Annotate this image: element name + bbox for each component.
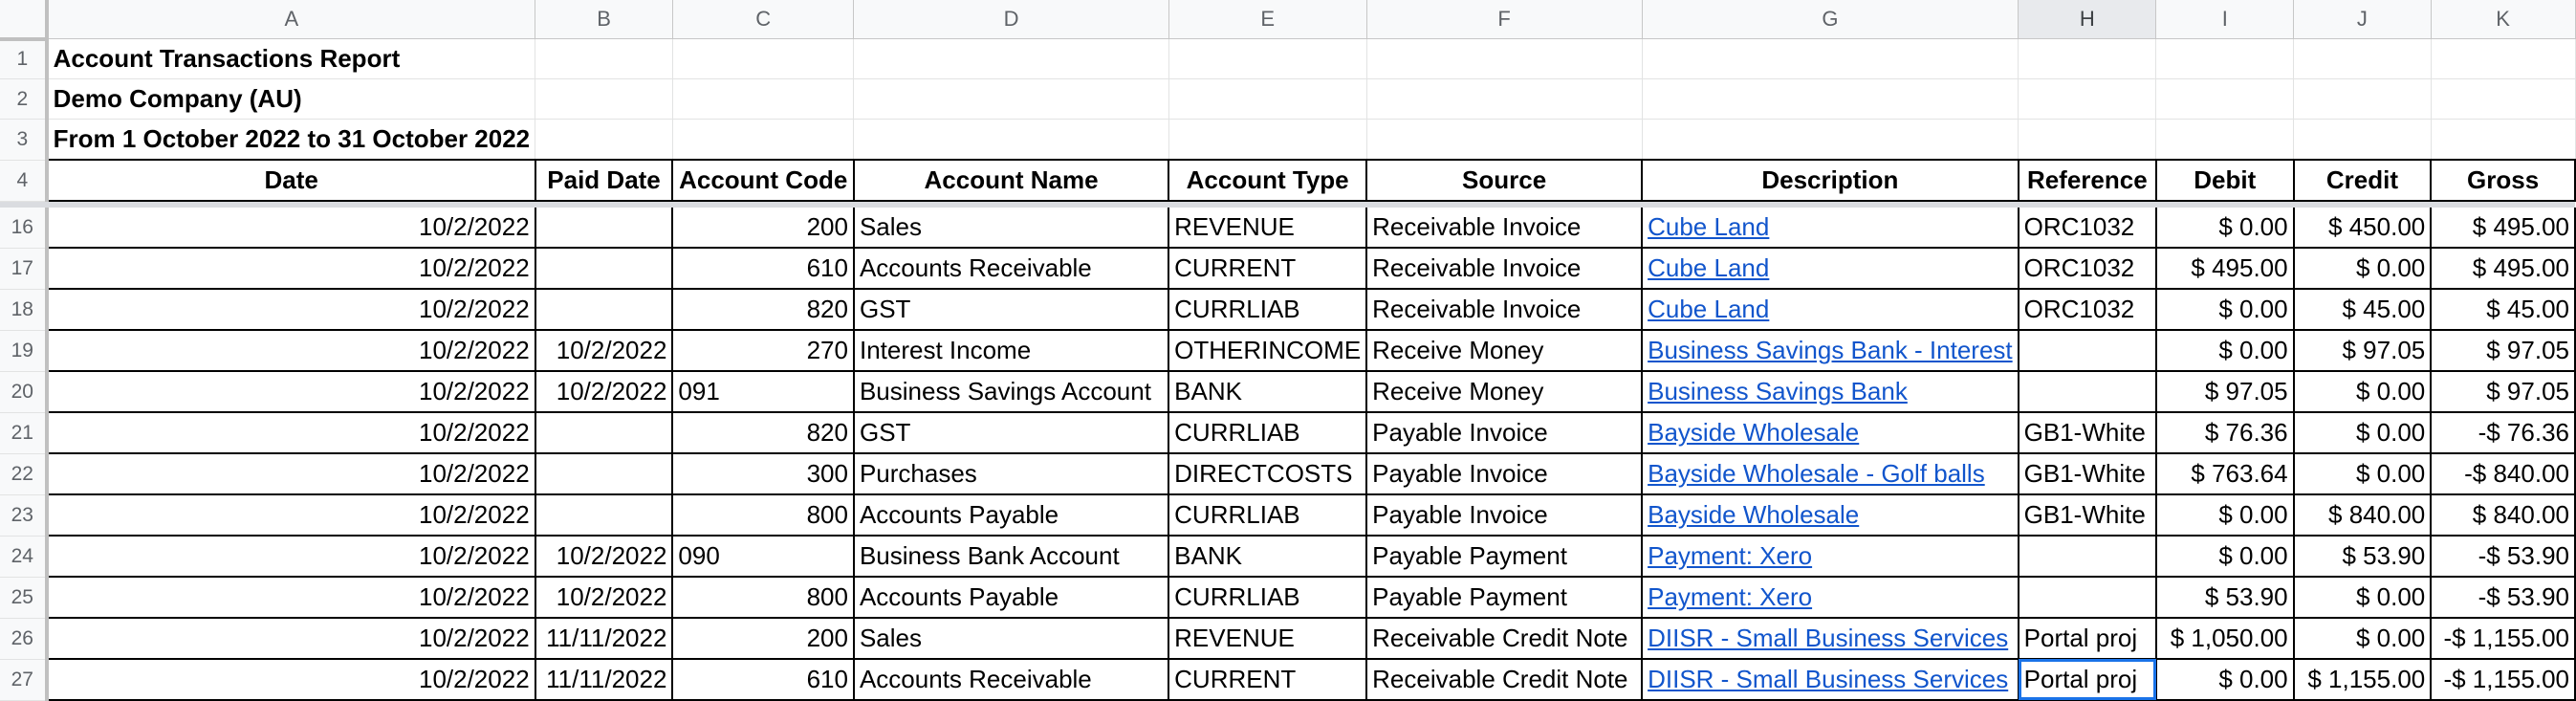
table-row — [0, 618, 2575, 659]
cell-i19[interactable]: $ 0.00 — [2156, 330, 2294, 371]
cell-e21[interactable]: CURRLIAB — [1168, 412, 1366, 453]
cell-e18[interactable]: CURRLIAB — [1168, 289, 1366, 330]
header-cell-d[interactable]: Account Name — [854, 160, 1168, 201]
cell-i2[interactable] — [2156, 79, 2294, 120]
cell-b22[interactable] — [535, 453, 673, 494]
header-cell-b[interactable]: Paid Date — [535, 160, 673, 201]
header-cell-e[interactable]: Account Type — [1168, 160, 1366, 201]
cell-e24[interactable]: BANK — [1168, 536, 1366, 577]
cell-f16[interactable]: Receivable Invoice — [1366, 208, 1642, 248]
cell-d26[interactable]: Sales — [854, 618, 1168, 659]
column-header-e[interactable]: E — [1168, 0, 1366, 39]
cell-c16[interactable]: 200 — [672, 208, 854, 248]
cell-h27[interactable]: Portal proj — [2019, 659, 2156, 700]
cell-c21[interactable]: 820 — [672, 412, 854, 453]
description-link[interactable]: Payment: Xero — [1642, 536, 2019, 577]
cell-i26[interactable]: $ 1,050.00 — [2156, 618, 2294, 659]
cell-f27[interactable]: Receivable Credit Note — [1366, 659, 1642, 700]
cell-h26[interactable]: Portal proj — [2019, 618, 2156, 659]
cell-i16[interactable]: $ 0.00 — [2156, 208, 2294, 248]
cell-k2[interactable] — [2431, 79, 2575, 120]
column-header-j[interactable]: J — [2294, 0, 2432, 39]
cell-a20[interactable]: 10/2/2022 — [47, 371, 535, 412]
cell-a27[interactable]: 10/2/2022 — [47, 659, 535, 700]
cell-a17[interactable]: 10/2/2022 — [47, 248, 535, 289]
column-header-f[interactable]: F — [1366, 0, 1642, 39]
header-cell-c[interactable]: Account Code — [672, 160, 854, 201]
column-header-i[interactable]: I — [2156, 0, 2294, 39]
cell-j22[interactable]: $ 0.00 — [2294, 453, 2432, 494]
cell-k27[interactable]: -$ 1,155.00 — [2431, 659, 2575, 700]
cell-i20[interactable]: $ 97.05 — [2156, 371, 2294, 412]
row-header-16[interactable]: 16 — [0, 208, 47, 248]
freeze-divider[interactable] — [0, 201, 2575, 208]
cell-h22[interactable]: GB1-White — [2019, 453, 2156, 494]
column-header-d[interactable]: D — [854, 0, 1168, 39]
cell-k24[interactable]: -$ 53.90 — [2431, 536, 2575, 577]
cell-e23[interactable]: CURRLIAB — [1168, 494, 1366, 536]
cell-k19[interactable]: $ 97.05 — [2431, 330, 2575, 371]
cell-h25[interactable] — [2019, 577, 2156, 618]
row-header-17[interactable]: 17 — [0, 248, 47, 289]
cell-k20[interactable]: $ 97.05 — [2431, 371, 2575, 412]
cell-j25[interactable]: $ 0.00 — [2294, 577, 2432, 618]
cell-f25[interactable]: Payable Payment — [1366, 577, 1642, 618]
cell-f22[interactable]: Payable Invoice — [1366, 453, 1642, 494]
row-header-19[interactable]: 19 — [0, 330, 47, 371]
row-header-2[interactable]: 2 — [0, 79, 47, 120]
cell-e16[interactable]: REVENUE — [1168, 208, 1366, 248]
row-header-1[interactable]: 1 — [0, 39, 47, 79]
header-cell-k[interactable]: Gross — [2431, 160, 2575, 201]
cell-d20[interactable]: Business Savings Account — [854, 371, 1168, 412]
cell-c25[interactable]: 800 — [672, 577, 854, 618]
column-header-k[interactable]: K — [2431, 0, 2575, 39]
cell-a25[interactable]: 10/2/2022 — [47, 577, 535, 618]
cell-b2[interactable] — [535, 79, 673, 120]
cell-g3[interactable] — [1642, 120, 2019, 161]
cell-j1[interactable] — [2294, 39, 2432, 79]
table-row — [0, 330, 2575, 371]
description-link[interactable]: Business Savings Bank — [1642, 371, 2019, 412]
cell-a24[interactable]: 10/2/2022 — [47, 536, 535, 577]
row-header-4[interactable]: 4 — [0, 160, 47, 201]
cell-h19[interactable] — [2019, 330, 2156, 371]
table-row — [0, 453, 2575, 494]
description-link[interactable]: Cube Land — [1642, 289, 2019, 330]
cell-j20[interactable]: $ 0.00 — [2294, 371, 2432, 412]
cell-d1[interactable] — [854, 39, 1168, 79]
row-header-25[interactable]: 25 — [0, 577, 47, 618]
cell-e2[interactable] — [1168, 79, 1366, 120]
table-row — [0, 371, 2575, 412]
cell-b26[interactable]: 11/11/2022 — [535, 618, 673, 659]
table-row — [0, 248, 2575, 289]
cell-h21[interactable]: GB1-White — [2019, 412, 2156, 453]
table-row — [0, 412, 2575, 453]
cell-j19[interactable]: $ 97.05 — [2294, 330, 2432, 371]
cell-f3[interactable] — [1366, 120, 1642, 161]
cell-e17[interactable]: CURRENT — [1168, 248, 1366, 289]
cell-a22[interactable]: 10/2/2022 — [47, 453, 535, 494]
row-header-23[interactable]: 23 — [0, 494, 47, 536]
cell-a2[interactable]: Demo Company (AU) — [47, 79, 535, 120]
column-header-row — [0, 0, 2575, 39]
cell-i25[interactable]: $ 53.90 — [2156, 577, 2294, 618]
cell-j3[interactable] — [2294, 120, 2432, 161]
header-cell-i[interactable]: Debit — [2156, 160, 2294, 201]
cell-j26[interactable]: $ 0.00 — [2294, 618, 2432, 659]
cell-e25[interactable]: CURRLIAB — [1168, 577, 1366, 618]
cell-c18[interactable]: 820 — [672, 289, 854, 330]
cell-f19[interactable]: Receive Money — [1366, 330, 1642, 371]
column-header-g[interactable]: G — [1642, 0, 2019, 39]
description-link[interactable]: Cube Land — [1642, 248, 2019, 289]
row-header-20[interactable]: 20 — [0, 371, 47, 412]
cell-f17[interactable]: Receivable Invoice — [1366, 248, 1642, 289]
cell-b20[interactable]: 10/2/2022 — [535, 371, 673, 412]
cell-i27[interactable]: $ 0.00 — [2156, 659, 2294, 700]
sheet-row — [0, 39, 2575, 79]
column-header-h[interactable]: H — [2019, 0, 2156, 39]
cell-b17[interactable] — [535, 248, 673, 289]
cell-h3[interactable] — [2019, 120, 2156, 161]
cell-i18[interactable]: $ 0.00 — [2156, 289, 2294, 330]
cell-h16[interactable]: ORC1032 — [2019, 208, 2156, 248]
cell-j16[interactable]: $ 450.00 — [2294, 208, 2432, 248]
table-row — [0, 208, 2575, 248]
cell-k16[interactable]: $ 495.00 — [2431, 208, 2575, 248]
cell-c17[interactable]: 610 — [672, 248, 854, 289]
sheet-row — [0, 120, 2575, 161]
cell-j2[interactable] — [2294, 79, 2432, 120]
row-header-22[interactable]: 22 — [0, 453, 47, 494]
cell-i23[interactable]: $ 0.00 — [2156, 494, 2294, 536]
cell-h1[interactable] — [2019, 39, 2156, 79]
cell-i21[interactable]: $ 76.36 — [2156, 412, 2294, 453]
cell-b21[interactable] — [535, 412, 673, 453]
cell-c23[interactable]: 800 — [672, 494, 854, 536]
table-row — [0, 289, 2575, 330]
cell-k21[interactable]: -$ 76.36 — [2431, 412, 2575, 453]
cell-k1[interactable] — [2431, 39, 2575, 79]
cell-d27[interactable]: Accounts Receivable — [854, 659, 1168, 700]
column-header-b[interactable]: B — [535, 0, 673, 39]
cell-a23[interactable]: 10/2/2022 — [47, 494, 535, 536]
description-link[interactable]: Business Savings Bank - Interest — [1642, 330, 2019, 371]
cell-d21[interactable]: GST — [854, 412, 1168, 453]
cell-d2[interactable] — [854, 79, 1168, 120]
header-cell-g[interactable]: Description — [1642, 160, 2019, 201]
cell-c2[interactable] — [672, 79, 854, 120]
select-all-corner[interactable] — [0, 0, 47, 39]
cell-k22[interactable]: -$ 840.00 — [2431, 453, 2575, 494]
cell-e26[interactable]: REVENUE — [1168, 618, 1366, 659]
description-link[interactable]: Bayside Wholesale — [1642, 494, 2019, 536]
cell-b16[interactable] — [535, 208, 673, 248]
cell-h17[interactable]: ORC1032 — [2019, 248, 2156, 289]
cell-d16[interactable]: Sales — [854, 208, 1168, 248]
cell-c20[interactable]: 091 — [672, 371, 854, 412]
cell-c19[interactable]: 270 — [672, 330, 854, 371]
cell-k17[interactable]: $ 495.00 — [2431, 248, 2575, 289]
cell-e19[interactable]: OTHERINCOME — [1168, 330, 1366, 371]
cell-a3[interactable]: From 1 October 2022 to 31 October 2022 — [47, 120, 535, 161]
table-row — [0, 536, 2575, 577]
cell-j24[interactable]: $ 53.90 — [2294, 536, 2432, 577]
cell-d23[interactable]: Accounts Payable — [854, 494, 1168, 536]
column-header-a[interactable]: A — [47, 0, 535, 39]
header-cell-a[interactable]: Date — [47, 160, 535, 201]
cell-h2[interactable] — [2019, 79, 2156, 120]
row-header-18[interactable]: 18 — [0, 289, 47, 330]
cell-e1[interactable] — [1168, 39, 1366, 79]
cell-k26[interactable]: -$ 1,155.00 — [2431, 618, 2575, 659]
cell-c22[interactable]: 300 — [672, 453, 854, 494]
cell-g1[interactable] — [1642, 39, 2019, 79]
cell-c27[interactable]: 610 — [672, 659, 854, 700]
cell-a1[interactable]: Account Transactions Report — [47, 39, 535, 79]
description-link[interactable]: Payment: Xero — [1642, 577, 2019, 618]
cell-b3[interactable] — [535, 120, 673, 161]
cell-d18[interactable]: GST — [854, 289, 1168, 330]
cell-g2[interactable] — [1642, 79, 2019, 120]
cell-e3[interactable] — [1168, 120, 1366, 161]
cell-d24[interactable]: Business Bank Account — [854, 536, 1168, 577]
cell-j23[interactable]: $ 840.00 — [2294, 494, 2432, 536]
header-cell-j[interactable]: Credit — [2294, 160, 2432, 201]
cell-f26[interactable]: Receivable Credit Note — [1366, 618, 1642, 659]
description-link[interactable]: Bayside Wholesale - Golf balls — [1642, 453, 2019, 494]
description-link[interactable]: Bayside Wholesale — [1642, 412, 2019, 453]
cell-h24[interactable] — [2019, 536, 2156, 577]
cell-e20[interactable]: BANK — [1168, 371, 1366, 412]
cell-b24[interactable]: 10/2/2022 — [535, 536, 673, 577]
cell-a16[interactable]: 10/2/2022 — [47, 208, 535, 248]
cell-h18[interactable]: ORC1032 — [2019, 289, 2156, 330]
cell-j27[interactable]: $ 1,155.00 — [2294, 659, 2432, 700]
cell-e22[interactable]: DIRECTCOSTS — [1168, 453, 1366, 494]
cell-b25[interactable]: 10/2/2022 — [535, 577, 673, 618]
cell-k25[interactable]: -$ 53.90 — [2431, 577, 2575, 618]
cell-k18[interactable]: $ 45.00 — [2431, 289, 2575, 330]
sheet-row — [0, 79, 2575, 120]
cell-b23[interactable] — [535, 494, 673, 536]
cell-f18[interactable]: Receivable Invoice — [1366, 289, 1642, 330]
cell-b18[interactable] — [535, 289, 673, 330]
cell-c3[interactable] — [672, 120, 854, 161]
cell-a21[interactable]: 10/2/2022 — [47, 412, 535, 453]
cell-f1[interactable] — [1366, 39, 1642, 79]
cell-j21[interactable]: $ 0.00 — [2294, 412, 2432, 453]
cell-j17[interactable]: $ 0.00 — [2294, 248, 2432, 289]
row-header-21[interactable]: 21 — [0, 412, 47, 453]
cell-f24[interactable]: Payable Payment — [1366, 536, 1642, 577]
cell-f20[interactable]: Receive Money — [1366, 371, 1642, 412]
cell-h20[interactable] — [2019, 371, 2156, 412]
row-header-26[interactable]: 26 — [0, 618, 47, 659]
row-header-3[interactable]: 3 — [0, 120, 47, 161]
header-cell-h[interactable]: Reference — [2019, 160, 2156, 201]
freeze-divider-bar[interactable] — [0, 201, 2575, 208]
cell-d3[interactable] — [854, 120, 1168, 161]
cell-c26[interactable]: 200 — [672, 618, 854, 659]
cell-c1[interactable] — [672, 39, 854, 79]
description-link[interactable]: DIISR - Small Business Services — [1642, 659, 2019, 700]
header-cell-f[interactable]: Source — [1366, 160, 1642, 201]
cell-d19[interactable]: Interest Income — [854, 330, 1168, 371]
table-row — [0, 577, 2575, 618]
cell-f2[interactable] — [1366, 79, 1642, 120]
cell-k23[interactable]: $ 840.00 — [2431, 494, 2575, 536]
cell-d22[interactable]: Purchases — [854, 453, 1168, 494]
cell-i24[interactable]: $ 0.00 — [2156, 536, 2294, 577]
description-link[interactable]: DIISR - Small Business Services — [1642, 618, 2019, 659]
column-header-c[interactable]: C — [672, 0, 854, 39]
table-row — [0, 494, 2575, 536]
report-header-row — [0, 160, 2575, 201]
cell-i17[interactable]: $ 495.00 — [2156, 248, 2294, 289]
cell-b1[interactable] — [535, 39, 673, 79]
cell-e27[interactable]: CURRENT — [1168, 659, 1366, 700]
cell-c24[interactable]: 090 — [672, 536, 854, 577]
row-header-27[interactable]: 27 — [0, 659, 47, 700]
cell-d25[interactable]: Accounts Payable — [854, 577, 1168, 618]
description-link[interactable]: Cube Land — [1642, 208, 2019, 248]
cell-h23[interactable]: GB1-White — [2019, 494, 2156, 536]
cell-b19[interactable]: 10/2/2022 — [535, 330, 673, 371]
cell-i3[interactable] — [2156, 120, 2294, 161]
cell-i1[interactable] — [2156, 39, 2294, 79]
cell-b27[interactable]: 11/11/2022 — [535, 659, 673, 700]
cell-f23[interactable]: Payable Invoice — [1366, 494, 1642, 536]
row-header-24[interactable]: 24 — [0, 536, 47, 577]
cell-k3[interactable] — [2431, 120, 2575, 161]
cell-j18[interactable]: $ 45.00 — [2294, 289, 2432, 330]
cell-a18[interactable]: 10/2/2022 — [47, 289, 535, 330]
cell-a26[interactable]: 10/2/2022 — [47, 618, 535, 659]
table-row — [0, 659, 2575, 700]
cell-d17[interactable]: Accounts Receivable — [854, 248, 1168, 289]
cell-i22[interactable]: $ 763.64 — [2156, 453, 2294, 494]
cell-a19[interactable]: 10/2/2022 — [47, 330, 535, 371]
cell-f21[interactable]: Payable Invoice — [1366, 412, 1642, 453]
